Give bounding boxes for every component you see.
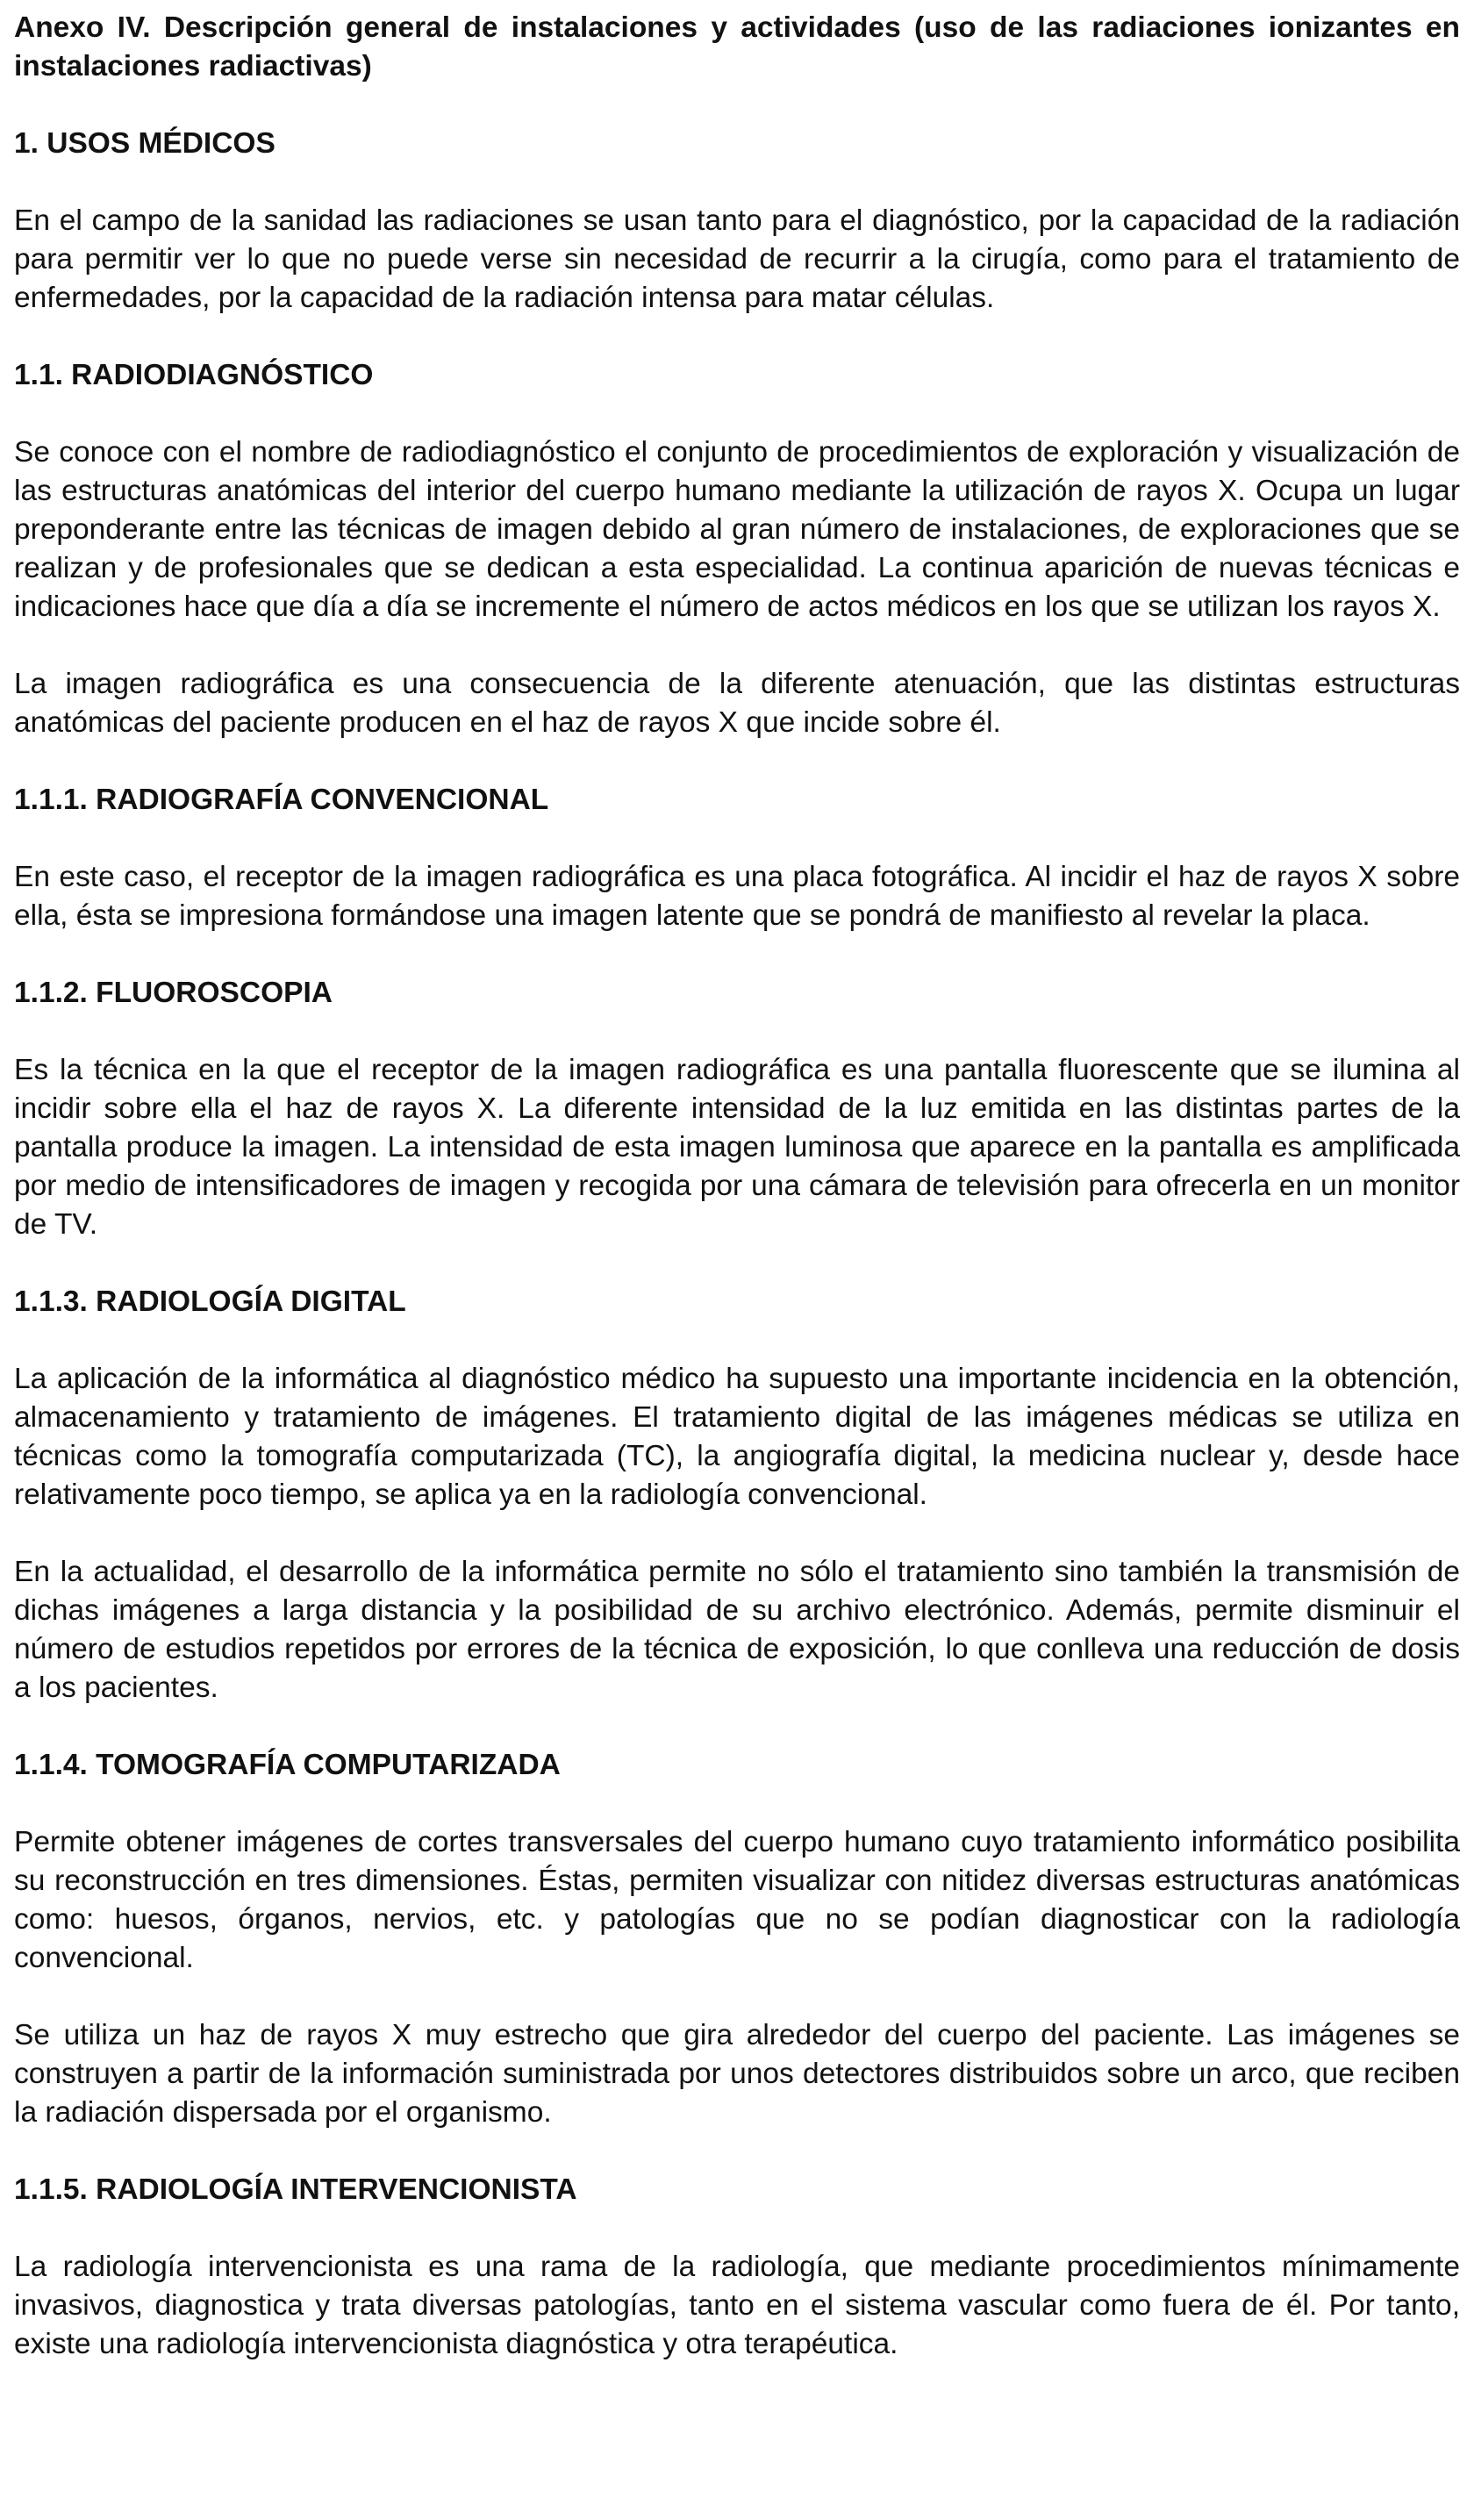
paragraph: Se conoce con el nombre de radiodiagnóstico el conjunto de procedimientos de exploración y visualización de las estructuras anatómicas del interior del cuerpo humano mediante la utilización de rayos X. Ocupa un lugar preponderante entre las técnicas de imagen debido al gran número de instalaciones, de exploraciones que se realizan y de profesionales que se dedican a esta especialidad. La continua aparición de nuevas técnicas e indicaciones hace que día a día se incremente el número de actos médicos en los que se utilizan los rayos X.: [14, 436, 1460, 623]
section-heading-tomografia-computarizada: 1.1.4. TOMOGRAFÍA COMPUTARIZADA: [14, 1749, 561, 1781]
paragraph: En el campo de la sanidad las radiaciones se usan tanto para el diagnóstico, por la capacidad de la radiación para permitir ver lo que no puede verse sin necesidad de recurrir a la cirugía, como para el tratamiento de enfermedades, por la capacidad de la radiación intensa para matar células.: [14, 204, 1460, 314]
paragraph: En este caso, el receptor de la imagen radiográfica es una placa fotográfica. Al incidir el haz de rayos X sobre ella, ésta se impresiona formándose una imagen latente que se pondrá de manifiesto al revelar la placa.: [14, 861, 1460, 932]
paragraph: Se utiliza un haz de rayos X muy estrecho que gira alrededor del cuerpo del paciente. Las imágenes se construyen a partir de la información suministrada por unos detectores distribuidos sobre un arco, que reciben la radiación dispersada por el organismo.: [14, 2019, 1460, 2129]
paragraph: Permite obtener imágenes de cortes transversales del cuerpo humano cuyo tratamiento informático posibilita su reconstrucción en tres dimensiones. Éstas, permiten visualizar con nitidez diversas estructuras anatómicas como: huesos, órganos, nervios, etc. y patologías que no se podían diagnosticar con la radiología convencional.: [14, 1826, 1460, 1974]
section-heading-usos-medicos: 1. USOS MÉDICOS: [14, 127, 275, 160]
section-heading-radiografia-convencional: 1.1.1. RADIOGRAFÍA CONVENCIONAL: [14, 784, 549, 816]
section-heading-radiodiagnostico: 1.1. RADIODIAGNÓSTICO: [14, 359, 374, 391]
paragraph: La imagen radiográfica es una consecuencia de la diferente atenuación, que las distintas estructuras anatómicas del paciente producen en el haz de rayos X que incide sobre él.: [14, 668, 1460, 739]
paragraph: La radiología intervencionista es una rama de la radiología, que mediante procedimientos mínimamente invasivos, diagnostica y trata diversas patologías, tanto en el sistema vascular como fuera de él. Por tanto, existe una radiología intervencionista diagnóstica y otra terapéutica.: [14, 2251, 1460, 2360]
paragraph: En la actualidad, el desarrollo de la informática permite no sólo el tratamiento sino también la transmisión de dichas imágenes a larga distancia y la posibilidad de su archivo electrónico. Además, permite disminuir el número de estudios repetidos por errores de la técnica de exposición, lo que conlleva una reducción de dosis a los pacientes.: [14, 1556, 1460, 1704]
annex-title: Anexo IV. Descripción general de instalaciones y actividades (uso de las radiaciones ionizantes en instalaciones radiactivas): [14, 11, 1460, 82]
paragraph: La aplicación de la informática al diagnóstico médico ha supuesto una importante incidencia en la obtención, almacenamiento y tratamiento de imágenes. El tratamiento digital de las imágenes médicas se utiliza en técnicas como la tomografía computarizada (TC), la angiografía digital, la medicina nuclear y, desde hace relativamente poco tiempo, se aplica ya en la radiología convencional.: [14, 1363, 1460, 1511]
section-heading-fluoroscopia: 1.1.2. FLUOROSCOPIA: [14, 977, 333, 1009]
section-heading-radiologia-intervencionista: 1.1.5. RADIOLOGÍA INTERVENCIONISTA: [14, 2173, 577, 2206]
paragraph: Es la técnica en la que el receptor de la imagen radiográfica es una pantalla fluorescente que se ilumina al incidir sobre ella el haz de rayos X. La diferente intensidad de la luz emitida en las distintas partes de la pantalla produce la imagen. La intensidad de esta imagen luminosa que aparece en la pantalla es amplificada por medio de intensificadores de imagen y recogida por una cámara de televisión para ofrecerla en un monitor de TV.: [14, 1054, 1460, 1241]
section-heading-radiologia-digital: 1.1.3. RADIOLOGÍA DIGITAL: [14, 1285, 406, 1318]
